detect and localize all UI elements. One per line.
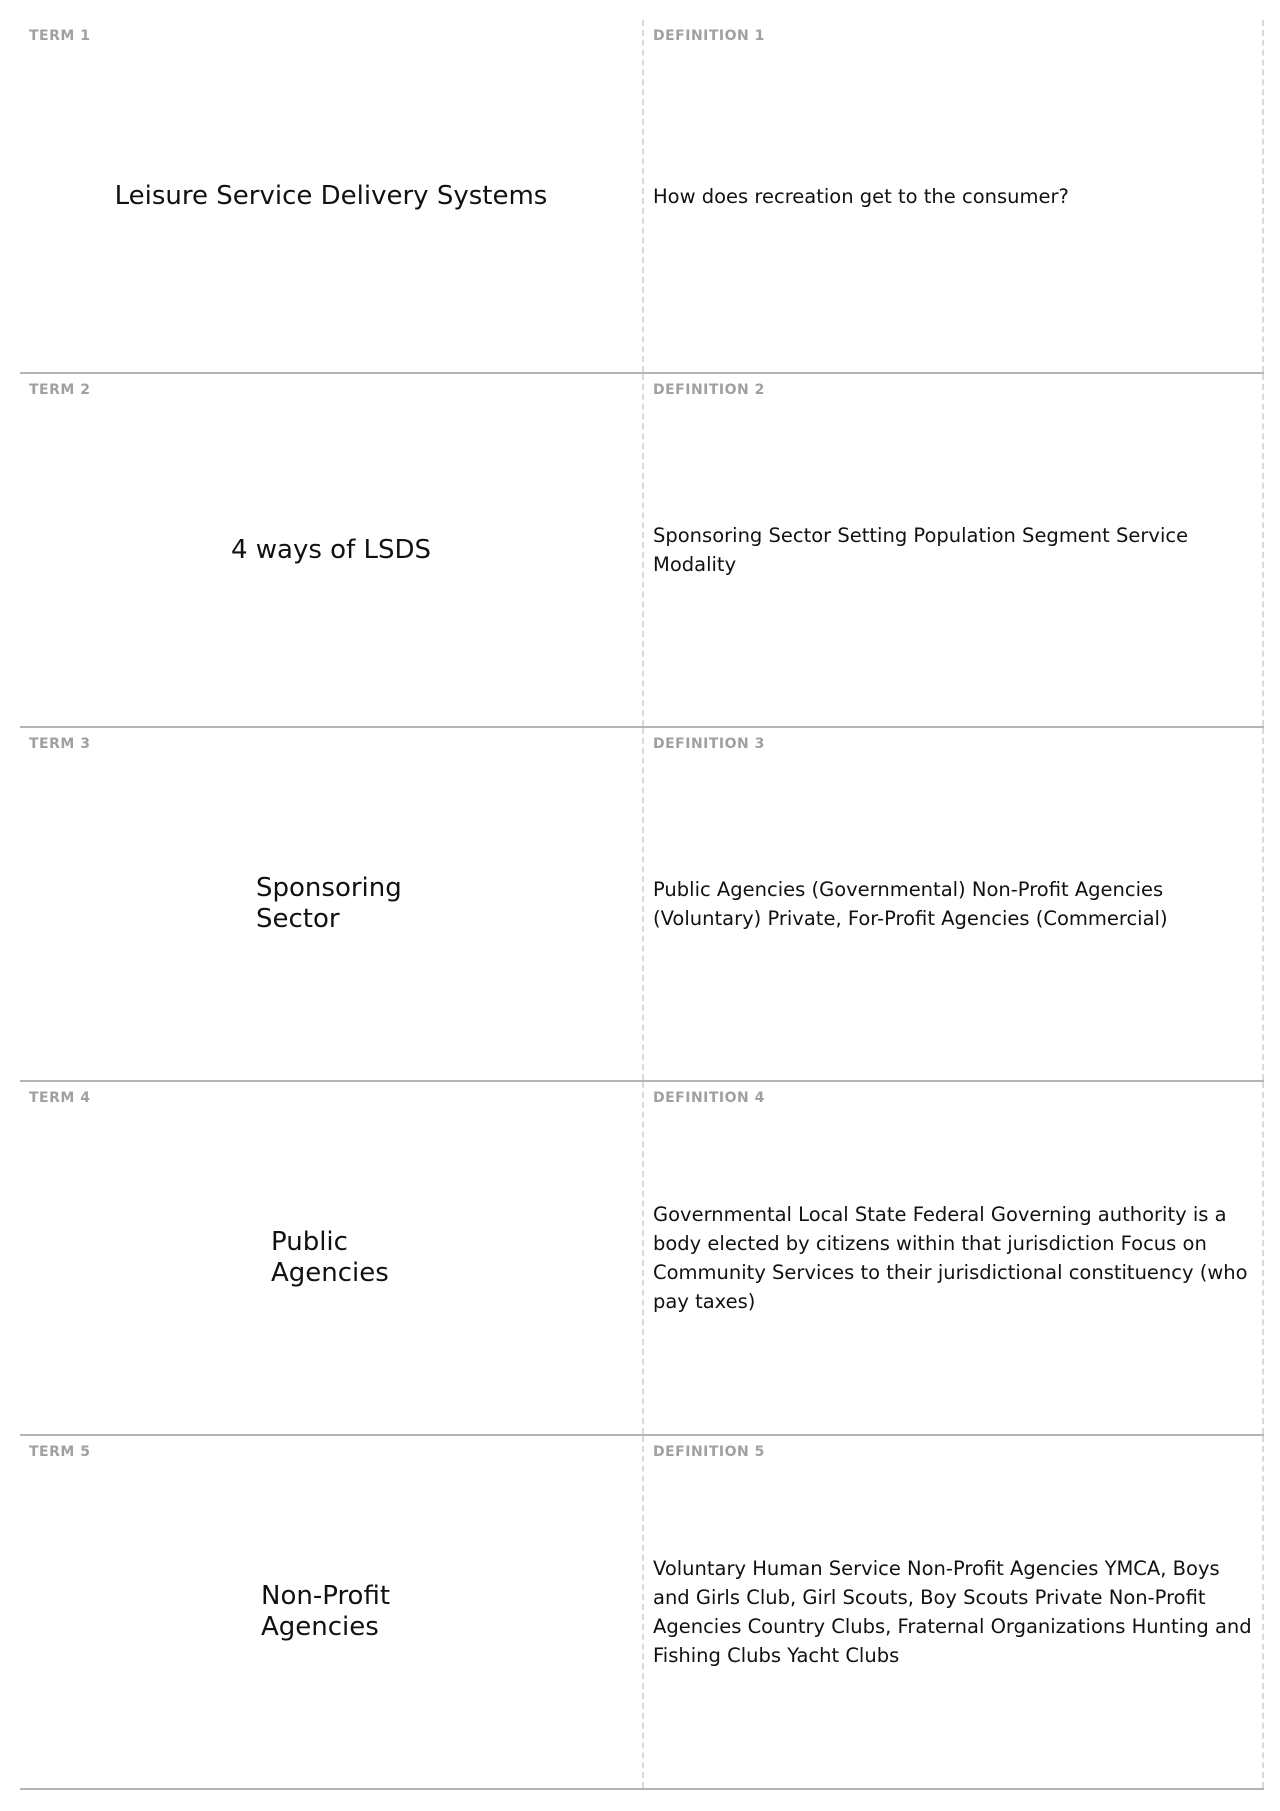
definition-cell (642, 374, 1264, 726)
term-cell (20, 1082, 642, 1434)
definition-label: DEFINITION 3 (653, 736, 765, 752)
term-text: Leisure Service Delivery Systems (114, 180, 548, 211)
flashcard-row (20, 728, 1264, 1082)
term-label: TERM 2 (29, 382, 91, 398)
definition-text-wrap (653, 20, 1252, 372)
definition-text: How does recreation get to the consumer? (653, 184, 1069, 208)
definition-cell (642, 1436, 1264, 1788)
definition-cell (642, 20, 1264, 372)
definition-cell (642, 728, 1264, 1080)
term-label: TERM 3 (29, 736, 91, 752)
definition-text: Voluntary Human Service Non-Profit Agencies YMCA, Boys and Girls Club, Girl Scouts, Boy Scouts Private Non-Profit Agencies Country Clubs, Fraternal Organizations Hunting and Fishing Clubs Yacht Clubs (653, 1557, 1252, 1667)
flashcard-row (20, 1082, 1264, 1436)
term-text-wrap (20, 20, 642, 372)
definition-label: DEFINITION 2 (653, 382, 765, 398)
definition-label: DEFINITION 5 (653, 1444, 765, 1460)
term-label: TERM 5 (29, 1444, 91, 1460)
definition-label: DEFINITION 1 (653, 28, 765, 44)
definition-text: Sponsoring Sector Setting Population Segment Service Modality (653, 524, 1189, 576)
term-text: 4 ways of LSDS (230, 534, 432, 565)
term-label: TERM 1 (29, 28, 91, 44)
definition-cell (642, 1082, 1264, 1434)
flashcard-row (20, 374, 1264, 728)
term-text: Public Agencies (271, 1227, 389, 1288)
definition-label: DEFINITION 4 (653, 1090, 765, 1106)
definition-text-wrap (653, 1436, 1252, 1788)
term-text-wrap (20, 374, 642, 726)
term-cell (20, 728, 642, 1080)
term-cell (20, 1436, 642, 1788)
term-text: Sponsoring Sector (256, 873, 402, 934)
definition-text: Public Agencies (Governmental) Non-Profit Agencies (Voluntary) Private, For-Profit Agencies (Commercial) (653, 878, 1168, 930)
term-text-wrap (20, 1082, 642, 1434)
flashcard-row (20, 20, 1264, 374)
flashcard-sheet (20, 20, 1264, 1790)
term-cell (20, 20, 642, 372)
term-text-wrap (20, 1436, 642, 1788)
definition-text-wrap (653, 728, 1252, 1080)
term-label: TERM 4 (29, 1090, 91, 1106)
term-text: Non-Profit Agencies (261, 1581, 391, 1642)
term-cell (20, 374, 642, 726)
term-text-wrap (20, 728, 642, 1080)
definition-text-wrap (653, 374, 1252, 726)
flashcard-row (20, 1436, 1264, 1790)
definition-text-wrap (653, 1082, 1252, 1434)
definition-text: Governmental Local State Federal Governing authority is a body elected by citizens within that jurisdiction Focus on Community Services to their jurisdictional constituency (who pay taxes) (653, 1203, 1248, 1313)
